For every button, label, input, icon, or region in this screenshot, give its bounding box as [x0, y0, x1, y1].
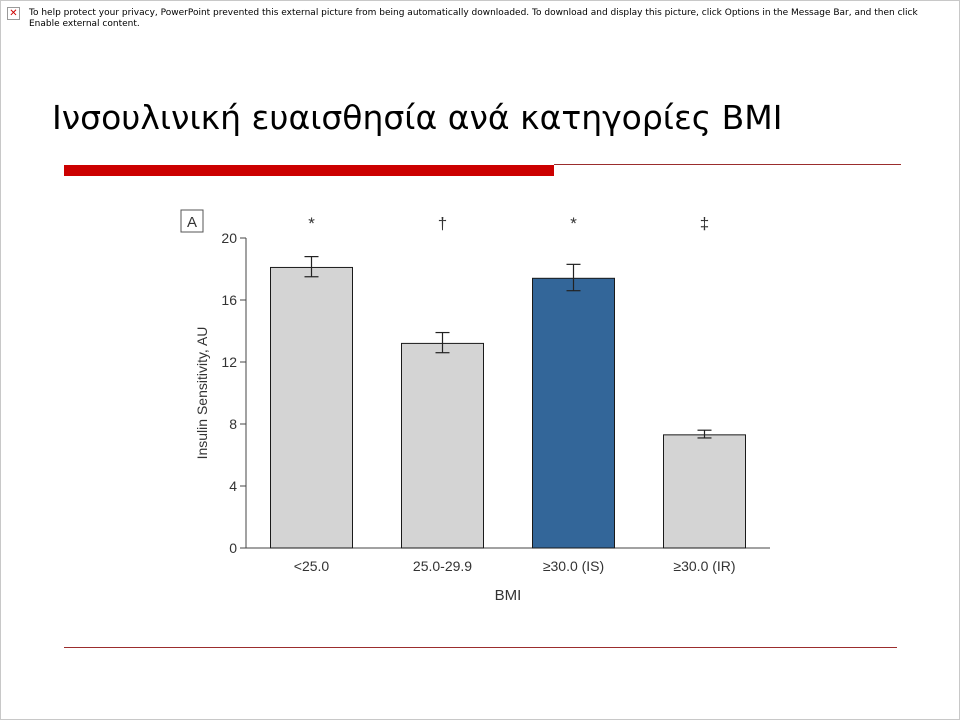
broken-image-x-icon[interactable]: ✕: [7, 7, 20, 20]
x-tick-label: ≥30.0 (IS): [542, 558, 605, 574]
y-axis-title: Insulin Sensitivity, AU: [194, 326, 210, 460]
significance-marker: ‡: [699, 214, 710, 233]
y-tick-label: 0: [229, 540, 237, 556]
significance-marker: *: [308, 214, 315, 233]
x-tick-label: 25.0-29.9: [412, 558, 473, 574]
y-tick-label: 4: [229, 478, 237, 494]
y-tick-label: 20: [221, 230, 237, 246]
bar: [271, 267, 353, 548]
bar: [533, 278, 615, 548]
bar: [664, 435, 746, 548]
slide-title: Ινσουλινική ευαισθησία ανά κατηγορίες ΒΜΙ: [52, 98, 783, 137]
panel-label: A: [186, 214, 198, 231]
x-tick-label: ≥30.0 (IR): [673, 558, 736, 574]
message-bar-text: To help protect your privacy, PowerPoint prevented this external picture from being automatically downloaded. To download and display this picture, click Options in the Message Bar, and then click Enable external content.: [29, 8, 918, 29]
x-axis-title: BMI: [494, 587, 522, 604]
bar: [402, 343, 484, 548]
significance-marker: *: [570, 214, 577, 233]
y-tick-label: 12: [221, 354, 237, 370]
x-tick-label: <25.0: [293, 558, 330, 574]
y-tick-label: 16: [221, 292, 237, 308]
significance-marker: †: [437, 214, 448, 233]
y-tick-label: 8: [229, 416, 237, 432]
